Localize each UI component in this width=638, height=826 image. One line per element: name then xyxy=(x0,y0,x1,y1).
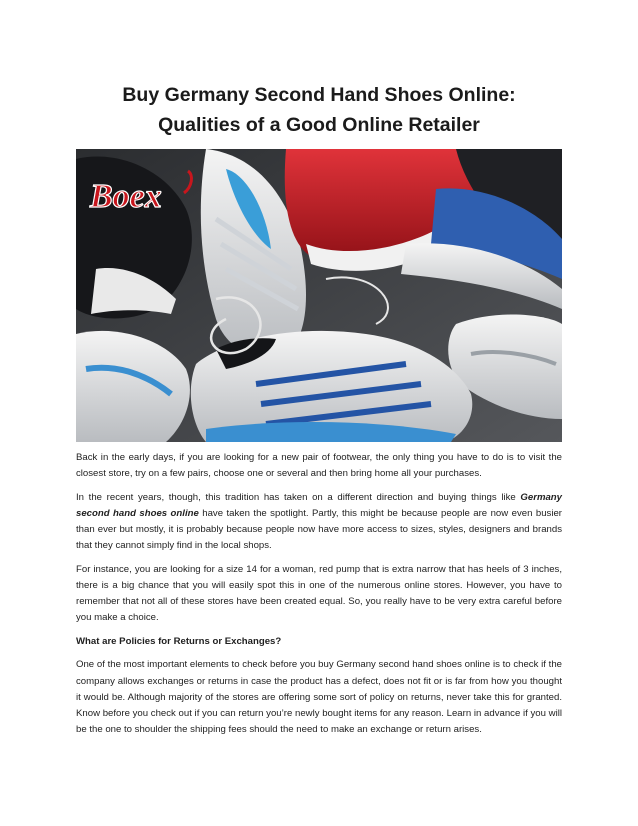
boex-logo: Boex xyxy=(90,178,162,215)
title-line-2: Qualities of a Good Online Retailer xyxy=(158,114,480,136)
paragraph-2-before: In the recent years, though, this tradition has taken on a different direction and buying things like xyxy=(76,491,521,503)
paragraph-2 xyxy=(76,490,562,554)
paragraph-2-emphasis: Germany second hand shoes online xyxy=(76,491,562,519)
shoes-photo xyxy=(76,149,562,442)
article-title xyxy=(60,80,578,140)
paragraph-3: For instance, you are looking for a size 14 for a woman, red pump that is extra narrow that has heels of 3 inches, there is a big chance that you will easily spot this in one of the numerous online stores. However, you have to remember that not all of these stores have been created equal. So, you really have to be very extra careful before you make a choice. xyxy=(76,563,562,624)
shoes-illustration xyxy=(76,149,562,442)
article-body xyxy=(76,450,562,745)
paragraph-4: One of the most important elements to check before you buy Germany second hand shoes online is to check if the company allows exchanges or returns in case the product has a defect, does not fit or is far from how you thought it would be. Although majority of the stores are offering some sort of policy on returns, never take this for granted. Know before you check out if you can return you’re newly bought items for any reason. Learn in advance if you will be the one to shoulder the shipping fees should the need to make an exchange or return arises. xyxy=(76,659,562,735)
section-heading-returns: What are Policies for Returns or Exchanges? xyxy=(76,635,282,647)
paragraph-1: Back in the early days, if you are looking for a new pair of footwear, the only thing you have to do is to visit the closest store, try on a few pairs, choose one or several and then bring home all your purchases. xyxy=(76,452,562,480)
title-line-1: Buy Germany Second Hand Shoes Online: xyxy=(122,84,516,106)
paragraph-2-after: have taken the spotlight. Partly, this might be because people are now even busier than ever but mostly, it is probably because people now have more access to sizes, styles, designers and brands that they cannot simply find in the local shops. xyxy=(76,507,563,552)
